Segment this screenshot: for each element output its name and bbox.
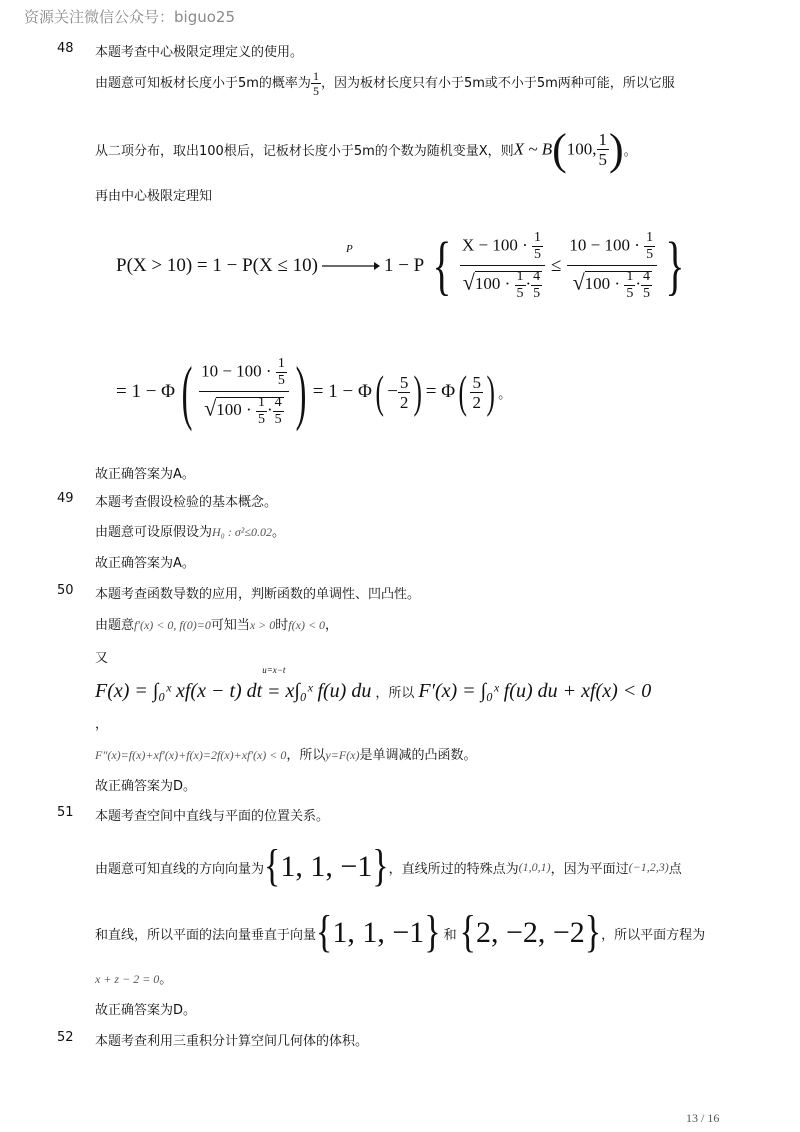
formula: 100,	[566, 139, 597, 159]
formula: 1 − P	[383, 255, 425, 276]
brace-left: {	[316, 907, 333, 958]
explanation-line	[95, 842, 682, 892]
formula: x + z − 2 = 0	[95, 972, 160, 986]
explanation-line	[95, 521, 285, 540]
formula: ≤	[550, 255, 562, 276]
text: 由题意	[95, 618, 135, 633]
paren-left: (	[375, 366, 384, 417]
answer-line: 故正确答案为D。	[95, 1003, 197, 1018]
answer-line: 故正确答案为D。	[95, 779, 197, 794]
formula: = 1 − Φ	[116, 381, 176, 402]
text: ，所以	[286, 748, 326, 763]
brace-right: }	[372, 841, 389, 892]
text: 。	[498, 386, 512, 402]
text: 和直线，所以平面的法向量垂直于向量	[95, 927, 317, 943]
substitution-equals: u=x−t =	[262, 664, 286, 703]
formula: −	[387, 381, 398, 402]
text: 可知当	[210, 618, 250, 633]
text: ，所以	[375, 685, 415, 701]
fraction: 10 − 100 · $\frac{1}{5}$ √100 · $\frac{1}{5}$ · $\frac{4}{5}$	[567, 231, 657, 301]
question-title: 本题考查中心极限定理定义的使用。	[95, 45, 304, 60]
question-number: 48	[57, 41, 74, 56]
explanation-line: 再由中心极限定理知	[95, 189, 213, 204]
fraction: 10 − 100 · $\frac{1}{5}$ √100 · $\frac{1}{5}$ · $\frac{4}{5}$	[199, 357, 289, 427]
brace-left: {	[459, 907, 476, 958]
paren-left: (	[458, 366, 467, 417]
vector: 1, 1, −1	[280, 850, 373, 883]
comma: ，	[95, 717, 109, 732]
question-title: 本题考查函数导数的应用，判断函数的单调性、凹凸性。	[95, 587, 421, 602]
question-number: 49	[57, 491, 74, 506]
formula: F(x) = ∫₀ˣ xf(x − t) dt	[95, 679, 263, 702]
text: 从二项分布，取出100根后，记板材长度小于5m的个数为随机变量X，则	[95, 144, 514, 159]
question-title: 本题考查假设检验的基本概念。	[95, 495, 278, 510]
vector: 1, 1, −1	[332, 916, 425, 949]
text: 和	[443, 927, 457, 943]
question-number: 52	[57, 1030, 74, 1045]
paren-left: (	[552, 125, 567, 174]
explanation-line	[95, 70, 675, 97]
text: 由题意可知直线的方向向量为	[95, 861, 265, 877]
formula: H₀ : σ²≤0.02	[212, 525, 272, 539]
formula: f(x) < 0	[288, 618, 326, 632]
formula: f′(x) < 0, f(0)=0	[134, 618, 211, 632]
paren-right: )	[413, 366, 423, 417]
question-title: 本题考查利用三重积分计算空间几何体的体积。	[95, 1034, 369, 1049]
fraction: $\frac{1}{5}$	[312, 69, 319, 98]
brace-right: }	[584, 907, 602, 958]
page-indicator: 13 / 16	[686, 1111, 720, 1125]
text: 时	[275, 618, 289, 633]
brace-right: }	[665, 229, 685, 302]
text: 。	[159, 972, 173, 987]
paren-right: )	[609, 125, 624, 174]
paren-right: )	[486, 366, 495, 417]
formula: X ~ B	[513, 139, 553, 159]
question-title: 本题考查空间中直线与平面的位置关系。	[95, 809, 330, 824]
answer-line: 故正确答案为A。	[95, 556, 195, 571]
fraction: $\frac{5}{2}$	[472, 372, 481, 412]
text: ，所以平面方程为	[601, 927, 706, 943]
fraction: $\frac{5}{2}$	[399, 372, 409, 412]
formula: x∫₀ˣ f(u) du	[285, 679, 372, 702]
explanation-line: 又	[95, 651, 109, 666]
text: 由题意可设原假设为	[95, 525, 213, 540]
formula: = Φ	[425, 381, 456, 402]
formula: = 1 − Φ	[312, 381, 372, 402]
text: ，因为平面过	[550, 861, 629, 877]
vector: 2, −2, −2	[475, 916, 585, 949]
explanation-line	[95, 968, 172, 987]
paren-left: (	[181, 352, 193, 432]
explanation-line	[95, 744, 477, 763]
answer-line: 故正确答案为A。	[95, 467, 195, 482]
brace-left: {	[432, 229, 452, 302]
explanation-line	[95, 908, 705, 958]
equation-2	[116, 340, 511, 444]
text: 点	[668, 861, 682, 877]
point: (1,0,1)	[518, 859, 551, 874]
formula: x > 0	[249, 618, 276, 632]
fraction: $\frac{1}{5}$	[598, 130, 608, 169]
formula: F′(x) = ∫₀ˣ f(u) du + xf(x) < 0	[418, 679, 652, 702]
point: (−1,2,3)	[628, 859, 669, 874]
equation-1	[116, 214, 691, 318]
formula: y=F(x)	[325, 748, 360, 762]
question-number: 51	[57, 805, 74, 820]
formula: F″(x)=f(x)+xf′(x)+f(x)=2f(x)+xf′(x) < 0	[95, 748, 287, 762]
formula: P(X > 10) = 1 − P(X ≤ 10)	[116, 255, 318, 276]
paren-right: )	[295, 352, 307, 432]
text: 。	[271, 525, 285, 540]
fraction: X − 100 · $\frac{1}{5}$ √100 · $\frac{1}{5}$ · $\frac{4}{5}$	[460, 231, 545, 301]
question-number: 50	[57, 583, 74, 598]
brace-right: }	[424, 907, 441, 958]
text: 是单调减的凸函数。	[359, 748, 477, 763]
brace-left: {	[264, 841, 281, 892]
text: ，因为板材长度只有小于5m或不小于5m两种可能，所以它服	[320, 76, 675, 91]
explanation-line	[95, 124, 637, 175]
equation-integral	[95, 664, 652, 714]
watermark: 资源关注微信公众号：biguo25	[24, 8, 235, 26]
text: ，直线所过的特殊点为	[388, 861, 519, 877]
text: 。	[623, 144, 637, 159]
text: ，	[325, 618, 339, 633]
text: 由题意可知板材长度小于5m的概率为	[95, 76, 311, 91]
arrow-converges-in-probability: P	[322, 261, 380, 271]
explanation-line	[95, 614, 338, 633]
